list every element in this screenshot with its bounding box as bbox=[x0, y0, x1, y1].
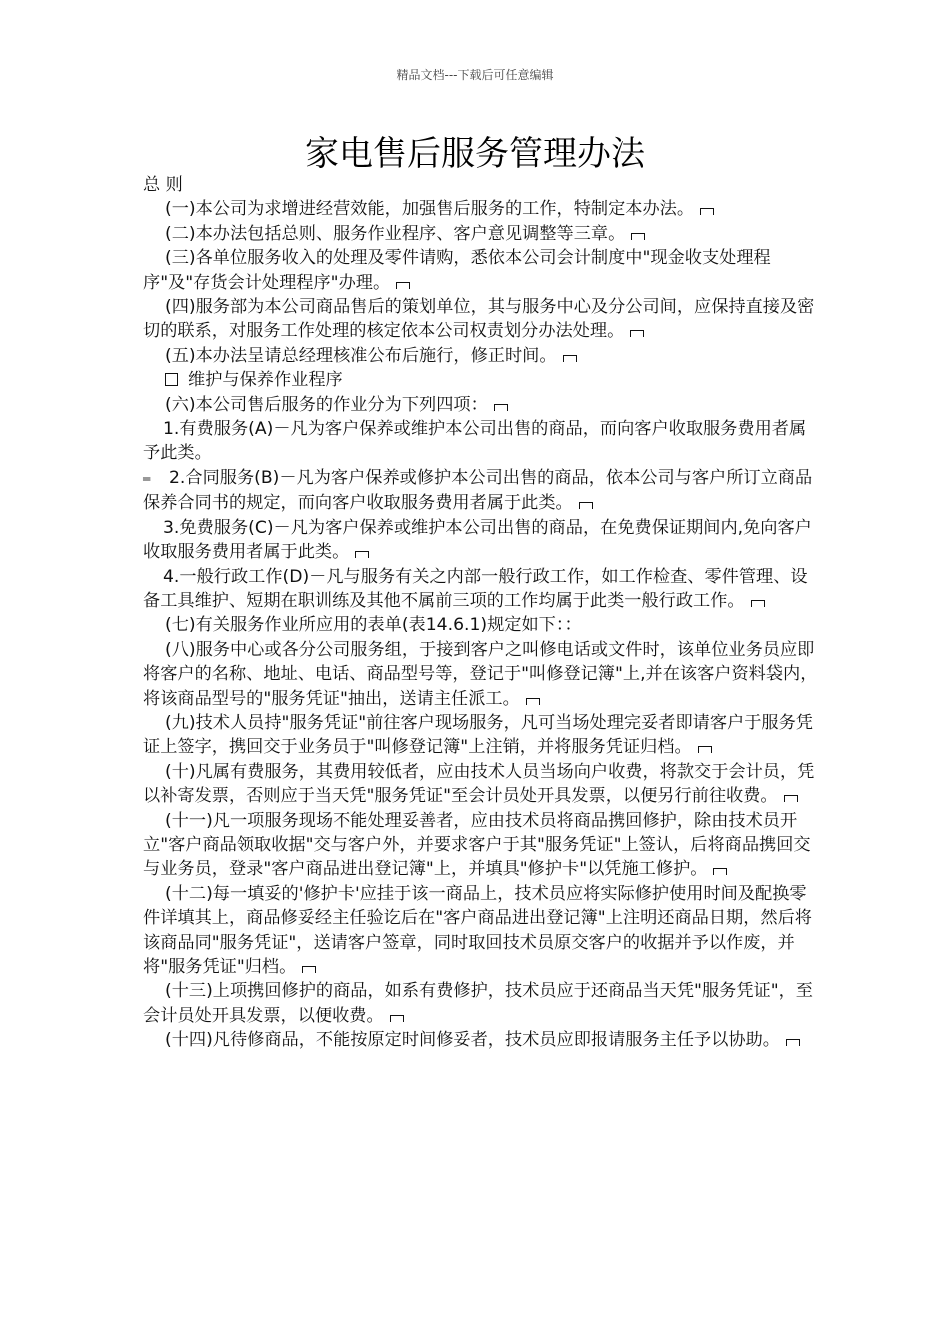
return-mark-icon bbox=[302, 966, 316, 973]
checkbox-square-icon bbox=[165, 373, 178, 386]
paragraph-6: (六)本公司售后服务的作业分为下列四项： bbox=[143, 393, 823, 417]
return-mark-icon bbox=[700, 208, 714, 215]
return-mark-icon bbox=[698, 746, 712, 753]
paragraph-7: (七)有关服务作业所应用的表单(表14.6.1)规定如下：： bbox=[165, 615, 582, 636]
paragraph-8: (八)服务中心或各分公司服务组，于接到客户之叫修电话或文件时，该单位业务员应即将客户的名称、地址、电话、商品型号等，登记于"叫修登记簿"上,并在该客户资料袋内，将该商品型号的"服务凭证"抽出，送请主任派工。 bbox=[143, 639, 818, 709]
paragraph-14: (十四)凡待修商品，不能按原定时间修妥者，技术员应即报请服务主任予以协助。 bbox=[143, 1028, 823, 1052]
return-mark-icon bbox=[390, 1015, 404, 1022]
paragraph-4: (四)服务部为本公司商品售后的策划单位，其与服务中心及分公司间，应保持直接及密切的联系，对服务工作处理的核定依本公司权责划分办法处理。 bbox=[143, 297, 815, 342]
paragraph-10: (十)凡属有费服务，其费用较低者，应由技术人员当场向户收费，将款交于会计员，凭以补寄发票，否则应于当天凭"服务凭证"至会计员处开具发票，以便另行前往收费。 bbox=[143, 761, 815, 807]
paragraph-3: (三)各单位服务收入的处理及零件请购，悉依本公司会计制度中"现金收支处理程序"及"存货会计处理程序"办理。 bbox=[143, 248, 771, 293]
paragraph-5: (五)本办法呈请总经理核准公布后施行，修正时间。 bbox=[143, 344, 823, 368]
return-mark-icon bbox=[355, 551, 369, 558]
double-dash-mark: ═ bbox=[143, 471, 151, 486]
document-title: 家电售后服务管理办法 bbox=[305, 134, 645, 174]
paragraph-12: (十二)每一填妥的'修护卡'应挂于该一商品上，技术员应将实际修护使用时间及配换零件详填其上，商品修妥经主任验讫后在"客户商品进出登记簿"上注明还商品日期，然后将该商品同"服务凭证"，送请客户签章，同时取回技术员原交客户的收据并予以作废，并将"服务凭证"归档。 bbox=[143, 883, 812, 977]
return-mark-icon bbox=[713, 868, 727, 875]
paragraph-11: (十一)凡一项服务现场不能处理妥善者，应由技术员将商品携回修护，除由技术员开立"客户商品领取收据"交与客户外，并要求客户于其"服务凭证"上签认，后将商品携回交与业务员，登录"客户商品进出登记簿"上，并填具"修护卡"以凭施工修护。 bbox=[143, 810, 811, 880]
list-item-1: 1.有费服务(A)－凡为客户保养或维护本公司出售的商品，而向客户收取服务费用者属予此类。 bbox=[143, 419, 807, 464]
page-header: 精品文档---下载后可任意编辑 bbox=[396, 68, 554, 82]
section-heading-maintenance: 维护与保养作业程序 bbox=[143, 368, 823, 392]
paragraph-9: (九)技术人员持"服务凭证"前往客户现场服务，凡可当场处理完妥者即请客户于服务凭证上签字，携回交于业务员于"叫修登记簿"上注销，并将服务凭证归档。 bbox=[143, 712, 813, 758]
paragraph-2: (二)本办法包括总则、服务作业程序、客户意见调整等三章。 bbox=[143, 222, 823, 246]
return-mark-icon bbox=[784, 795, 798, 802]
list-item-3: 3.免费服务(C)－凡为客户保养或维护本公司出售的商品，在免费保证期间内,免向客户收取服务费用者属于此类。 bbox=[143, 517, 812, 563]
return-mark-icon bbox=[751, 600, 765, 607]
paragraph-13: (十三)上项携回修护的商品，如系有费修护，技术员应于还商品当天凭"服务凭证"，至会计员处开具发票，以便收费。 bbox=[143, 981, 813, 1026]
return-mark-icon bbox=[494, 404, 508, 411]
return-mark-icon bbox=[563, 355, 577, 362]
return-mark-icon bbox=[630, 330, 644, 337]
list-item-2: ═ 2.合同服务(B)－凡为客户保养或修护本公司出售的商品，依本公司与客户所订立商品保养合同书的规定，而向客户收取服务费用者属于此类。 bbox=[143, 467, 813, 514]
paragraph-1: (一)本公司为求增进经营效能，加强售后服务的工作，特制定本办法。 bbox=[143, 197, 823, 221]
section-heading-general: 总 则 bbox=[143, 175, 183, 195]
document-body bbox=[143, 173, 823, 1053]
return-mark-icon bbox=[526, 698, 540, 705]
return-mark-icon bbox=[396, 282, 410, 289]
list-item-4: 4.一般行政工作(D)－凡与服务有关之内部一般行政工作，如工作检查、零件管理、设备工具维护、短期在职训练及其他不属前三项的工作均属于此类一般行政工作。 bbox=[143, 566, 808, 611]
return-mark-icon bbox=[579, 502, 593, 509]
return-mark-icon bbox=[631, 233, 645, 240]
return-mark-icon bbox=[786, 1039, 800, 1046]
